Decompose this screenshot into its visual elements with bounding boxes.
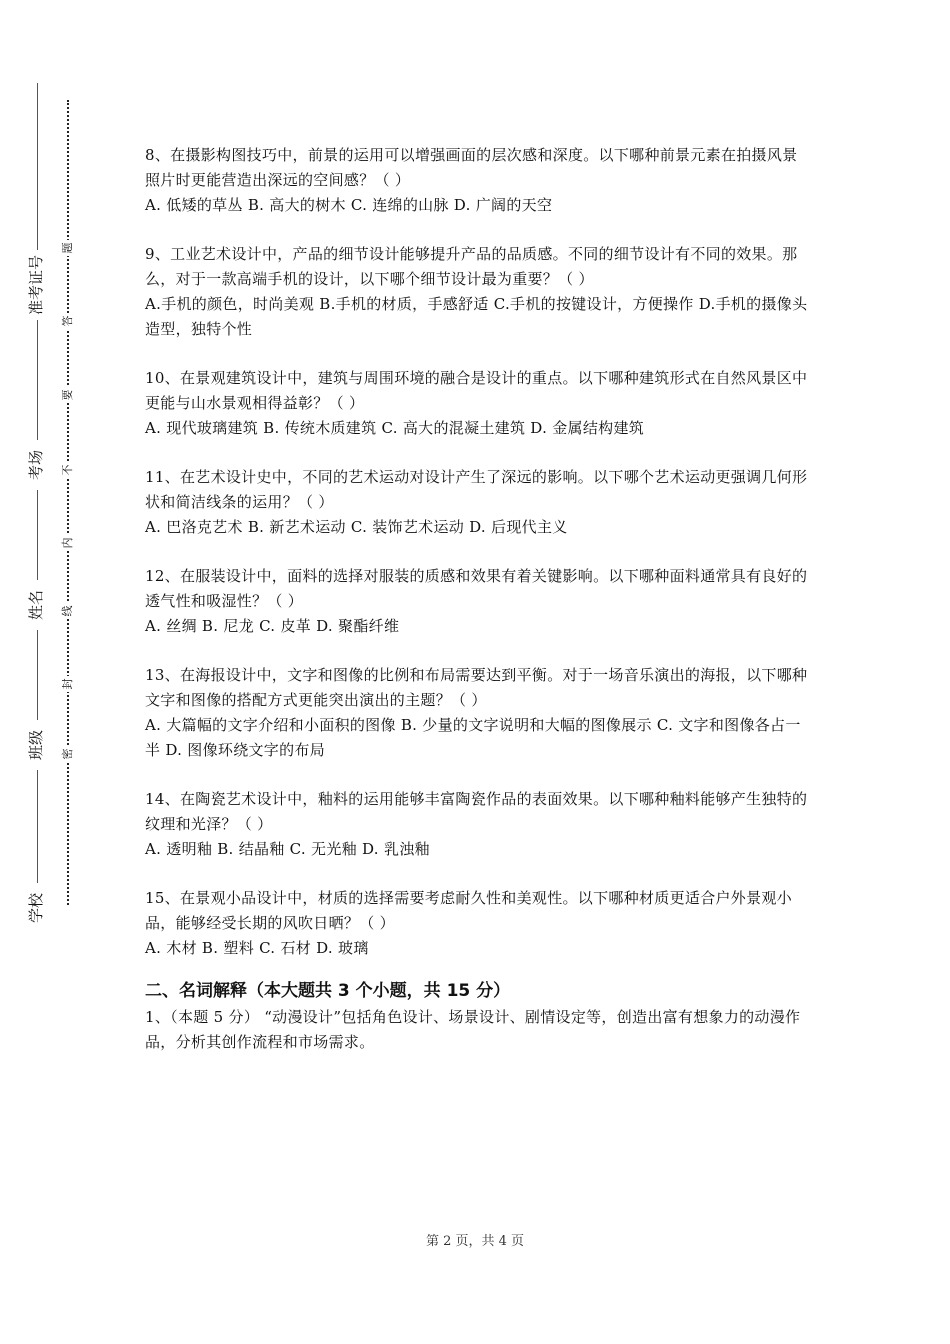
question-8 <box>145 143 810 218</box>
question-text: 8、在摄影构图技巧中，前景的运用可以增强画面的层次感和深度。以下哪种前景元素在拍摄风景照片时更能营造出深远的空间感？（ ） <box>145 146 798 189</box>
label-exam-room: 考场 <box>21 440 51 490</box>
seal-char: 答 <box>60 313 76 329</box>
question-text: 11、在艺术设计史中，不同的艺术运动对设计产生了深远的影响。以下哪个艺术运动更强调几何形状和简洁线条的运用？（ ） <box>145 468 808 511</box>
question-text: 13、在海报设计中，文字和图像的比例和布局需要达到平衡。对于一场音乐演出的海报，以下哪种文字和图像的搭配方式更能突出演出的主题？（ ） <box>145 666 808 709</box>
seal-dotted-line <box>67 100 69 905</box>
binding-margin <box>0 0 100 1344</box>
question-text: 9、工业艺术设计中，产品的细节设计能够提升产品的品质感。不同的细节设计有不同的效果。那么，对于一款高端手机的设计，以下哪个细节设计最为重要？（ ） <box>145 245 798 288</box>
seal-char: 内 <box>60 535 76 551</box>
question-options: A. 低矮的草丛 B. 高大的树木 C. 连绵的山脉 D. 广阔的天空 <box>145 196 553 214</box>
question-text: 15、在景观小品设计中，材质的选择需要考虑耐久性和美观性。以下哪种材质更适合户外景观小品，能够经受长期的风吹日晒？（ ） <box>145 889 792 932</box>
question-13 <box>145 663 810 763</box>
question-options: A. 大篇幅的文字介绍和小面积的图像 B. 少量的文字说明和大幅的图像展示 C. 文字和图像各占一半 D. 图像环绕文字的布局 <box>145 716 801 759</box>
page-footer: 第 2 页，共 4 页 <box>425 1234 525 1249</box>
question-12 <box>145 564 810 639</box>
seal-char: 封 <box>60 676 76 692</box>
seal-char: 题 <box>60 240 76 256</box>
seal-char: 线 <box>60 603 76 619</box>
question-options: A. 丝绸 B. 尼龙 C. 皮革 D. 聚酯纤维 <box>145 617 400 635</box>
question-14 <box>145 787 810 862</box>
exam-content <box>145 143 810 1079</box>
question-options: A. 巴洛克艺术 B. 新艺术运动 C. 装饰艺术运动 D. 后现代主义 <box>145 518 568 536</box>
question-options: A.手机的颜色，时尚美观 B.手机的材质，手感舒适 C.手机的按键设计，方便操作 D.手机的摄像头造型，独特个性 <box>145 295 808 338</box>
seal-char: 密 <box>60 746 76 762</box>
label-class: 班级 <box>21 720 51 770</box>
question-text: 12、在服装设计中，面料的选择对服装的质感和效果有着关键影响。以下哪种面料通常具有良好的透气性和吸湿性？（ ） <box>145 567 808 610</box>
question-text: 14、在陶瓷艺术设计中，釉料的运用能够丰富陶瓷作品的表面效果。以下哪种釉料能够产生独特的纹理和光泽？（ ） <box>145 790 808 833</box>
question-15 <box>145 886 810 961</box>
label-school: 学校 <box>21 883 51 933</box>
label-name: 姓名 <box>21 580 51 630</box>
question-options: A. 木材 B. 塑料 C. 石材 D. 玻璃 <box>145 939 369 957</box>
binding-line <box>37 83 38 930</box>
question-11 <box>145 465 810 540</box>
question-9 <box>145 242 810 342</box>
label-exam-id: 准考证号 <box>21 250 51 320</box>
seal-char: 不 <box>60 462 76 478</box>
section-title: 二、名词解释（本大题共 3 个小题，共 15 分） <box>145 981 511 1001</box>
question-10 <box>145 366 810 441</box>
question-options: A. 透明釉 B. 结晶釉 C. 无光釉 D. 乳浊釉 <box>145 840 430 858</box>
seal-char: 要 <box>60 387 76 403</box>
question-text: 1、（本题 5 分） “动漫设计”包括角色设计、场景设计、剧情设定等，创造出富有想象力的动漫作品，分析其创作流程和市场需求。 <box>145 1008 801 1051</box>
question-options: A. 现代玻璃建筑 B. 传统木质建筑 C. 高大的混凝土建筑 D. 金属结构建筑 <box>145 419 645 437</box>
question-text: 10、在景观建筑设计中，建筑与周围环境的融合是设计的重点。以下哪种建筑形式在自然风景区中更能与山水景观相得益彰？（ ） <box>145 369 808 412</box>
term-question-1 <box>145 1005 810 1055</box>
